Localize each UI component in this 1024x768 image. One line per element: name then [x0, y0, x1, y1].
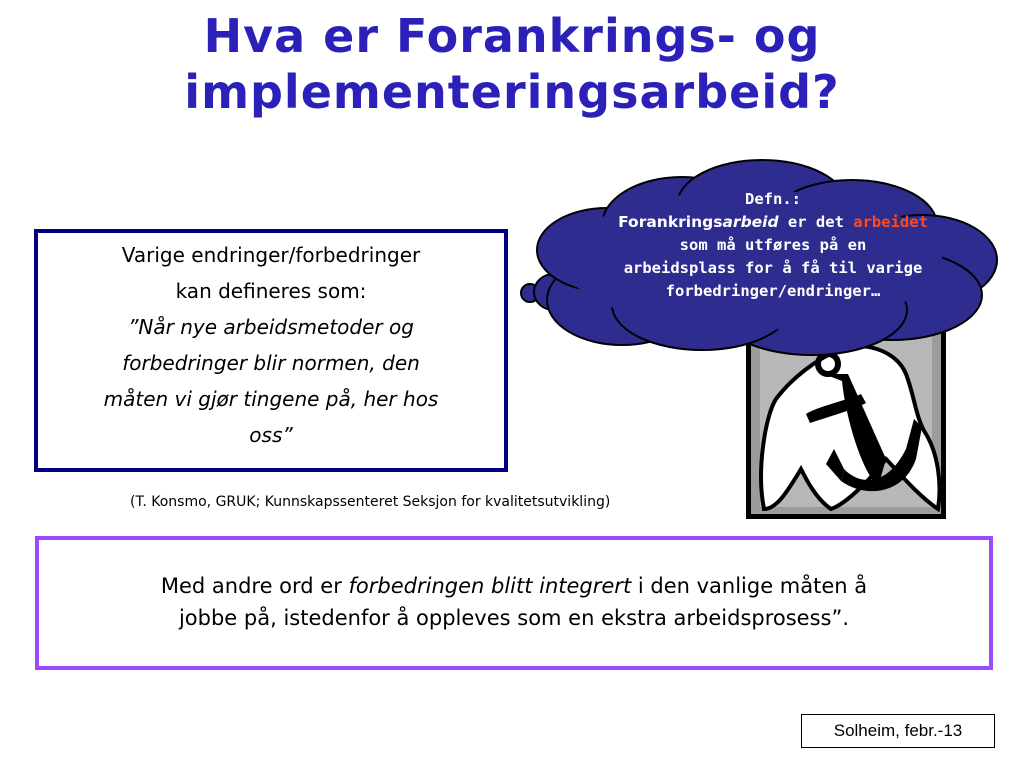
quote-line-4: forbedringer blir normen, den: [122, 351, 420, 375]
cloud-line-2-b: arbeid: [722, 213, 779, 231]
title-line-1: Hva er Forankrings- og: [203, 9, 821, 63]
summary-box: [35, 536, 993, 670]
footer-credit: Solheim, febr.-13: [801, 714, 995, 748]
cloud-line-2-c: er det: [778, 213, 854, 231]
quote-line-6: oss”: [249, 423, 293, 447]
cloud-line-5: forbedringer/endringer…: [665, 282, 881, 300]
title-line-2: implementeringsarbeid?: [184, 65, 840, 119]
quote-line-3: ”Når nye arbeidsmetoder og: [128, 315, 414, 339]
citation: (T. Konsmo, GRUK; Kunnskapssenteret Seksjon for kvalitetsutvikling): [130, 494, 611, 510]
quote-line-1: Varige endringer/forbedringer: [121, 243, 421, 267]
summary-line-1-b: forbedringen blitt integrert: [348, 574, 632, 598]
cloud-line-4: arbeidsplass for å få til varige: [623, 259, 923, 277]
cloud-text: [568, 188, 978, 303]
slide-title: [0, 8, 1024, 120]
cloud-line-1: Defn.:: [745, 190, 801, 208]
summary-line-1-c: i den vanlige måten å: [631, 574, 868, 598]
summary-line-1-a: Med andre ord er: [160, 574, 349, 598]
quote-box: [34, 229, 508, 472]
summary-line-2: jobbe på, istedenfor å oppleves som en ekstra arbeidsprosess”.: [178, 606, 850, 630]
quote-line-5: måten vi gjør tingene på, her hos: [103, 387, 439, 411]
quote-line-2: kan defineres som:: [175, 279, 367, 303]
cloud-line-2-a: Forankrings: [618, 213, 723, 231]
cloud-line-2: [568, 211, 978, 234]
cloud-line-2-d: arbeidet: [853, 213, 928, 231]
cloud-line-3: som må utføres på en: [679, 236, 867, 254]
summary-line-1: [39, 570, 989, 602]
